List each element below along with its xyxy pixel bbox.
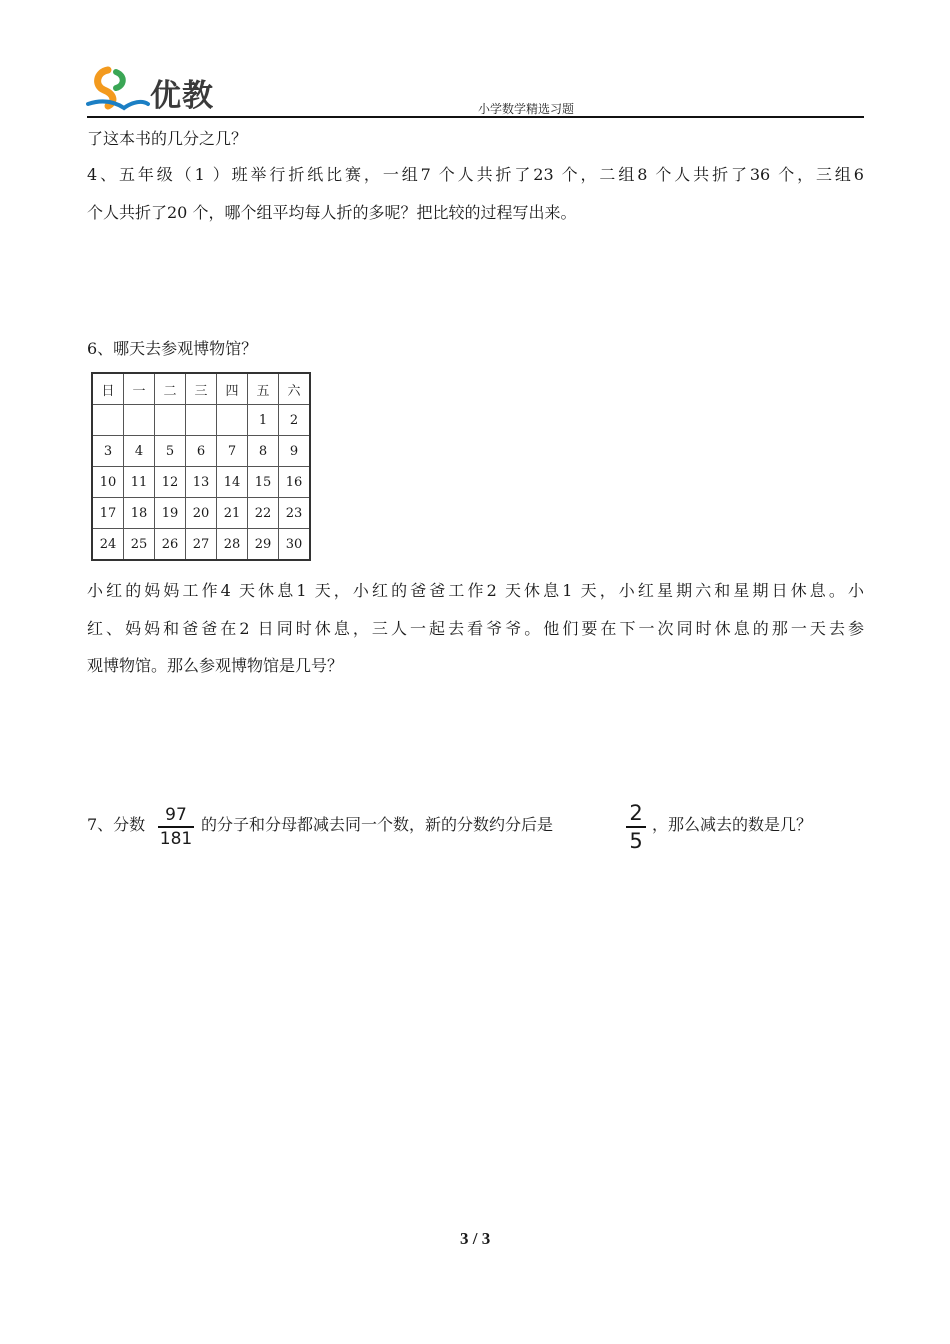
calendar-cell (92, 405, 124, 436)
calendar-cell: 29 (248, 529, 279, 561)
calendar-cell: 5 (155, 436, 186, 467)
calendar-cell: 8 (248, 436, 279, 467)
fraction-bar (158, 826, 194, 828)
calendar-cell: 2 (279, 405, 311, 436)
fraction-2-5 (626, 801, 646, 853)
calendar-cell: 27 (186, 529, 217, 561)
calendar-cell: 1 (248, 405, 279, 436)
header-title: 小学数学精选习题 (478, 102, 575, 116)
fraction-bar (626, 826, 646, 828)
calendar-cell (186, 405, 217, 436)
problem-6-line-2: 红、妈妈和爸爸在2 日同时休息，三人一起去看爷爷。他们要在下一次同时休息的那一天去参 (87, 619, 864, 638)
problem-7-middle: 的分子和分母都减去同一个数，新的分数约分后是 (201, 815, 554, 834)
calendar-header-cell: 日 (92, 373, 124, 405)
calendar-header-cell: 三 (186, 373, 217, 405)
problem-6-title: 6、哪天去参观博物馆？ (87, 339, 258, 358)
calendar-cell: 19 (155, 498, 186, 529)
calendar-header-row (92, 373, 310, 405)
calendar-cell: 17 (92, 498, 124, 529)
fraction-denominator: 181 (159, 828, 193, 849)
calendar-cell: 9 (279, 436, 311, 467)
calendar-cell: 30 (279, 529, 311, 561)
page-number: 3 / 3 (460, 1229, 491, 1248)
fraction-numerator: 97 (165, 805, 187, 825)
calendar-cell: 3 (92, 436, 124, 467)
problem-6-line-1: 小红的妈妈工作4 天休息1 天，小红的爸爸工作2 天休息1 天，小红星期六和星期日休息。小 (87, 581, 864, 600)
calendar-cell: 6 (186, 436, 217, 467)
fraction-denominator: 5 (629, 828, 643, 853)
calendar-cell (155, 405, 186, 436)
calendar-cell: 12 (155, 467, 186, 498)
calendar-header-cell: 一 (124, 373, 155, 405)
problem-3-tail: 了这本书的几分之几？ (87, 129, 248, 148)
calendar-cell: 11 (124, 467, 155, 498)
problem-4-line-1: 4、五年级（1 ）班举行折纸比赛，一组7 个人共折了23 个，二组8 个人共折了36 个，三组6 (87, 165, 864, 184)
calendar-table (91, 372, 311, 561)
calendar-cell: 16 (279, 467, 311, 498)
calendar-cell: 22 (248, 498, 279, 529)
calendar-cell: 26 (155, 529, 186, 561)
calendar-row (92, 436, 310, 467)
calendar-header-cell: 五 (248, 373, 279, 405)
calendar-cell: 14 (217, 467, 248, 498)
problem-6-line-3: 观博物馆。那么参观博物馆是几号？ (87, 656, 344, 675)
calendar-row (92, 405, 310, 436)
calendar-row (92, 529, 310, 561)
calendar-header-cell: 六 (279, 373, 311, 405)
calendar-cell: 23 (279, 498, 311, 529)
calendar-cell: 15 (248, 467, 279, 498)
calendar-cell: 4 (124, 436, 155, 467)
calendar-cell: 20 (186, 498, 217, 529)
calendar-cell: 28 (217, 529, 248, 561)
logo-text: 优教 (150, 78, 214, 114)
fraction-97-181 (158, 805, 194, 849)
calendar-row (92, 467, 310, 498)
problem-7-prefix: 7、分数 (87, 815, 146, 834)
problem-7-suffix: ，那么减去的数是几？ (652, 815, 813, 834)
calendar-cell: 18 (124, 498, 155, 529)
fraction-numerator: 2 (629, 801, 643, 825)
calendar-cell: 13 (186, 467, 217, 498)
calendar-cell (217, 405, 248, 436)
calendar-cell: 7 (217, 436, 248, 467)
calendar-header-cell: 二 (155, 373, 186, 405)
calendar-cell: 21 (217, 498, 248, 529)
calendar-header-cell: 四 (217, 373, 248, 405)
calendar-cell: 25 (124, 529, 155, 561)
calendar-cell (124, 405, 155, 436)
problem-4-line-2: 个人共折了20 个，哪个组平均每人折的多呢？把比较的过程写出来。 (87, 203, 577, 222)
calendar-cell: 24 (92, 529, 124, 561)
calendar-row (92, 498, 310, 529)
header-divider (87, 116, 864, 118)
calendar-cell: 10 (92, 467, 124, 498)
